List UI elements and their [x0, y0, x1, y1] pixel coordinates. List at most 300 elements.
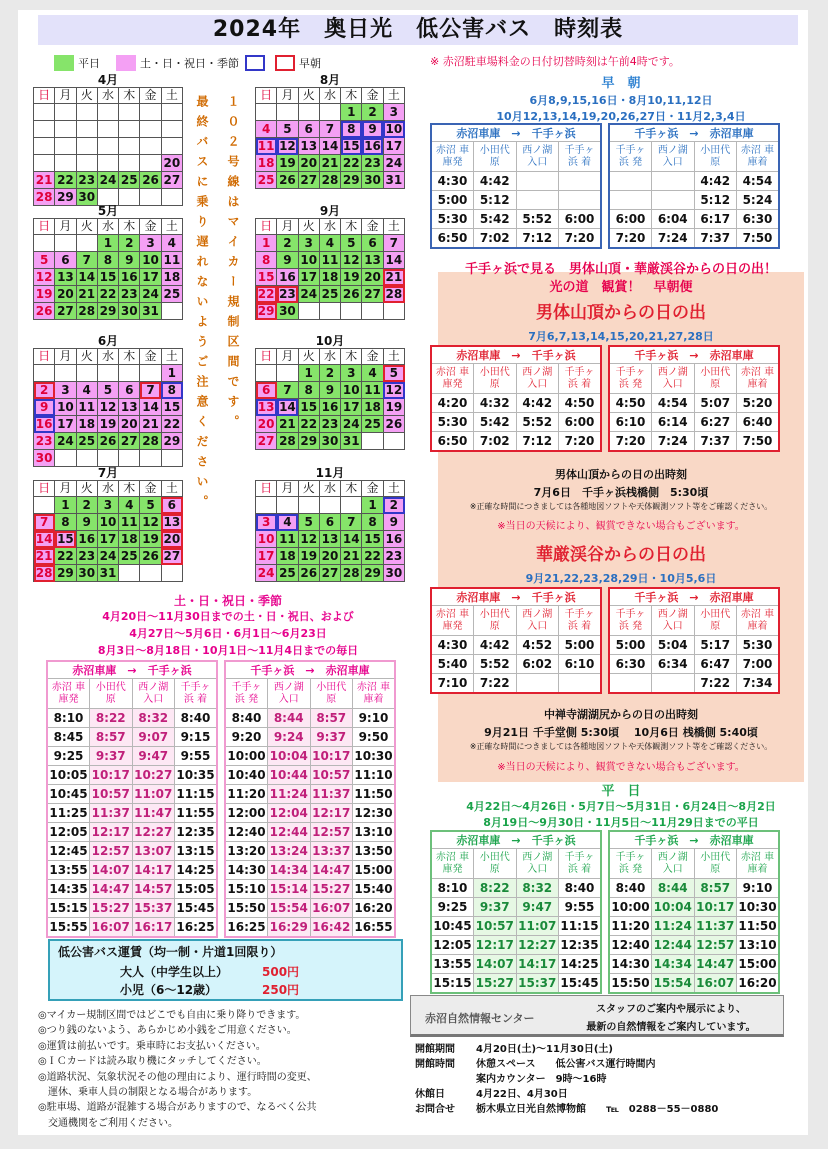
time-cell: 14:34 [268, 861, 311, 880]
calendar-day: 15 [256, 269, 277, 286]
calendar-day: 4 [161, 235, 182, 252]
time-cell [652, 172, 695, 191]
calendar-day: 16 [76, 531, 97, 548]
calendar-day: 26 [277, 172, 298, 189]
time-cell: 10:45 [47, 785, 90, 804]
time-cell: 5:00 [431, 191, 474, 210]
time-cell: 8:40 [225, 709, 268, 728]
legend-holiday: 土・日・祝日・季節 [140, 57, 239, 70]
calendar-day: 30 [362, 172, 383, 189]
calendar-day: 17 [55, 416, 76, 433]
calendar-day [319, 497, 340, 514]
calendar-day: 4 [76, 382, 97, 399]
time-cell: 15:27 [310, 880, 353, 899]
weekday-header: 月 [277, 219, 298, 235]
info-label: 休館日 [415, 1089, 445, 1100]
time-cell: 13:20 [225, 842, 268, 861]
calendar-day: 13 [362, 252, 383, 269]
time-cell: 9:20 [225, 728, 268, 747]
calendar-day: 28 [34, 189, 55, 206]
weekday-header: 月 [55, 349, 76, 365]
note-line: ◎つり銭のないよう、あらかじめ小銭をご用意ください。 [38, 1025, 297, 1037]
time-cell: 9:10 [737, 879, 780, 898]
calendar-day: 22 [55, 548, 76, 565]
time-cell: 10:44 [268, 766, 311, 785]
calendar-day: 27 [319, 565, 340, 582]
time-cell: 4:32 [474, 394, 517, 413]
time-cell: 12:17 [310, 804, 353, 823]
time-cell: 10:27 [132, 766, 175, 785]
weekday-header: 土 [383, 219, 404, 235]
early-table-2 [608, 123, 780, 249]
calendar-day: 15 [97, 269, 118, 286]
calendar-day: 30 [119, 303, 140, 320]
weekday-header: 日 [256, 349, 277, 365]
weekday-header: 月 [55, 88, 76, 104]
calendar-day: 6 [256, 382, 277, 399]
time-cell: 8:22 [90, 709, 133, 728]
calendar-day: 19 [341, 269, 362, 286]
time-cell [652, 191, 695, 210]
info-desc-2: 最新の自然情報をご案内しています。 [586, 1022, 756, 1033]
weekday-header: 水 [97, 481, 118, 497]
time-cell: 10:57 [474, 917, 517, 936]
calendar-day: 26 [140, 172, 161, 189]
vertical-note-last-bus: 最終バスに乗り遅れないようご注意ください。 [195, 95, 209, 515]
calendar-day: 15 [55, 531, 76, 548]
time-cell: 9:50 [353, 728, 396, 747]
calendar-day: 15 [362, 531, 383, 548]
time-cell: 6:04 [652, 210, 695, 229]
calendar-day [97, 138, 118, 155]
time-cell: 8:10 [47, 709, 90, 728]
time-cell: 6:50 [431, 432, 474, 451]
stop-header: 赤沼 車庫発 [431, 142, 474, 172]
weekday-header: 木 [341, 349, 362, 365]
stop-header: 千手ヶ 浜 着 [559, 849, 602, 879]
calendar-day: 15 [341, 138, 362, 155]
time-cell: 16:42 [310, 918, 353, 937]
calendar-day: 21 [76, 286, 97, 303]
calendar-day: 31 [140, 303, 161, 320]
calendar-day [140, 365, 161, 382]
time-cell: 14:07 [90, 861, 133, 880]
calendar-day: 4 [319, 235, 340, 252]
calendar-day: 20 [55, 286, 76, 303]
calendar-day: 16 [362, 138, 383, 155]
time-cell: 12:57 [90, 842, 133, 861]
calendar-day: 9 [277, 252, 298, 269]
calendar-day [362, 433, 383, 450]
time-cell: 11:20 [609, 917, 652, 936]
calendar-day: 22 [341, 155, 362, 172]
calendar-day: 29 [55, 565, 76, 582]
stop-header: 西ノ湖 入口 [652, 849, 695, 879]
time-cell: 8:32 [132, 709, 175, 728]
stop-header: 赤沼 車庫着 [737, 606, 780, 636]
kegon-note-1: ※正確な時間につきましては各種地図ソフトや天体観測ソフト等をご確認ください。 [469, 742, 773, 751]
weekday-header: 火 [298, 88, 319, 104]
weekday-header: 木 [119, 88, 140, 104]
time-cell: 14:34 [652, 955, 695, 974]
time-cell [652, 674, 695, 693]
time-cell: 14:47 [694, 955, 737, 974]
time-cell: 16:07 [310, 899, 353, 918]
time-cell: 11:10 [353, 766, 396, 785]
time-cell [559, 674, 602, 693]
time-cell: 5:52 [516, 210, 559, 229]
calendar-day: 5 [97, 382, 118, 399]
weekday-header: 日 [34, 219, 55, 235]
calendar-day [383, 433, 404, 450]
weekday-header: 土 [161, 219, 182, 235]
time-cell: 7:50 [737, 229, 780, 248]
fare-adult-price: 500円 [262, 965, 300, 979]
time-cell: 8:10 [431, 879, 474, 898]
calendar-day: 19 [298, 548, 319, 565]
info-center-name: 赤沼自然情報センター [425, 1012, 535, 1025]
time-cell: 14:25 [559, 955, 602, 974]
calendar-day [119, 189, 140, 206]
weekday-header: 金 [140, 219, 161, 235]
time-cell: 4:50 [559, 394, 602, 413]
fare-adult: 大人（中学生以上） [120, 965, 229, 979]
weekday-header: 土 [383, 88, 404, 104]
stop-header: 千手ヶ 浜 着 [175, 679, 218, 709]
time-cell: 10:17 [90, 766, 133, 785]
calendar-day: 13 [161, 514, 182, 531]
calendar-day: 23 [76, 548, 97, 565]
direction-header: 赤沼車庫 → 千手ヶ浜 [431, 124, 601, 142]
time-cell: 6:27 [694, 413, 737, 432]
time-cell: 7:20 [559, 432, 602, 451]
calendar-month: 4月 [97, 73, 119, 87]
calendar-day: 27 [161, 172, 182, 189]
calendar-day [140, 189, 161, 206]
legend-early-blue-swatch [245, 55, 265, 71]
calendar-day: 12 [341, 252, 362, 269]
time-cell: 14:35 [47, 880, 90, 899]
calendar-day [140, 121, 161, 138]
calendar-day: 10 [256, 531, 277, 548]
info-desc-1: スタッフのご案内や展示により、 [596, 1004, 746, 1015]
holiday-line-2: 4月27日～5月6日・6月1日～6月23日 [129, 627, 327, 640]
calendar-day: 23 [362, 155, 383, 172]
weekday-header: 金 [362, 481, 383, 497]
time-cell: 7:24 [652, 432, 695, 451]
calendar-day [161, 104, 182, 121]
calendar-day: 20 [119, 416, 140, 433]
calendar-day: 18 [119, 531, 140, 548]
weekday-header: 火 [76, 349, 97, 365]
calendar-day: 13 [55, 269, 76, 286]
time-cell: 11:15 [559, 917, 602, 936]
time-cell: 7:37 [694, 432, 737, 451]
nantai-note-2: ※当日の天候により、観賞できない場合もございます。 [497, 521, 745, 532]
weekday-header: 水 [97, 88, 118, 104]
nantai-sunrise: 7月6日 千手ヶ浜桟橋側 5:30頃 [533, 486, 709, 499]
calendar-day [119, 365, 140, 382]
calendar-day: 23 [383, 548, 404, 565]
time-cell: 11:20 [225, 785, 268, 804]
time-cell: 7:20 [559, 229, 602, 248]
time-cell: 15:00 [353, 861, 396, 880]
time-cell: 12:57 [310, 823, 353, 842]
calendar-day: 1 [256, 235, 277, 252]
calendar-day: 8 [341, 121, 362, 138]
calendar-day: 14 [76, 269, 97, 286]
calendar-day [97, 155, 118, 172]
time-cell: 16:07 [694, 974, 737, 993]
time-cell: 10:05 [47, 766, 90, 785]
calendar-day: 2 [362, 104, 383, 121]
nantai-table-2 [608, 345, 780, 452]
calendar-day: 3 [140, 235, 161, 252]
time-cell: 9:55 [559, 898, 602, 917]
time-cell: 12:30 [353, 804, 396, 823]
time-cell: 5:40 [431, 655, 474, 674]
time-cell: 6:47 [694, 655, 737, 674]
calendar-day [277, 104, 298, 121]
time-cell: 7:12 [516, 432, 559, 451]
calendar-day: 20 [298, 155, 319, 172]
calendar-day [76, 155, 97, 172]
time-cell: 10:57 [90, 785, 133, 804]
weekday-header: 水 [319, 219, 340, 235]
calendar-day: 15 [298, 399, 319, 416]
stop-header: 赤沼 車庫着 [737, 849, 780, 879]
calendar-day: 7 [383, 235, 404, 252]
calendar-day: 25 [76, 433, 97, 450]
weekday-header: 水 [97, 349, 118, 365]
calendar-day: 9 [319, 382, 340, 399]
calendar-day [341, 303, 362, 320]
calendar-day [119, 155, 140, 172]
calendar-day: 24 [256, 565, 277, 582]
calendar-day: 2 [76, 497, 97, 514]
calendar-day: 29 [341, 172, 362, 189]
calendar-day: 26 [298, 565, 319, 582]
calendar-day: 2 [319, 365, 340, 382]
time-cell: 4:42 [516, 394, 559, 413]
time-cell: 8:44 [652, 879, 695, 898]
time-cell: 4:50 [609, 394, 652, 413]
calendar-day: 21 [383, 269, 404, 286]
time-cell: 12:44 [268, 823, 311, 842]
calendar-day: 29 [55, 189, 76, 206]
holiday-title: 土・日・祝日・季節 [173, 594, 282, 608]
weekday-header: 水 [319, 349, 340, 365]
time-cell: 6:17 [694, 210, 737, 229]
stop-header: 赤沼 車庫発 [431, 849, 474, 879]
time-cell: 6:00 [559, 210, 602, 229]
calendar-day: 23 [119, 286, 140, 303]
time-cell: 9:10 [353, 709, 396, 728]
weekday-header: 水 [319, 88, 340, 104]
info-center-box [410, 995, 784, 1037]
kegon-note-2: ※当日の天候により、観賞できない場合もございます。 [497, 762, 745, 773]
kegon-title: 華厳渓谷からの日の出 [536, 545, 706, 565]
nantai-table-1 [430, 345, 602, 452]
calendar-day: 16 [34, 416, 55, 433]
calendar-day: 29 [362, 565, 383, 582]
time-cell: 9:07 [132, 728, 175, 747]
calendar-day: 16 [277, 269, 298, 286]
stop-header: 千手ヶ 浜 着 [559, 364, 602, 394]
note-line: ◎マイカー規制区間ではどこでも自由に乗り降りできます。 [38, 1010, 306, 1021]
calendar-day: 18 [256, 155, 277, 172]
stop-header: 小田代 原 [474, 606, 517, 636]
time-cell: 11:47 [132, 804, 175, 823]
weekday-header: 月 [55, 219, 76, 235]
calendar-day [140, 565, 161, 582]
weekday-header: 日 [256, 219, 277, 235]
calendar-day: 5 [341, 235, 362, 252]
info-value: 栃木県立日光自然博物館 ℡ 0288－55－0880 [476, 1104, 719, 1115]
calendar-day: 23 [277, 286, 298, 303]
weekday-header: 木 [341, 88, 362, 104]
time-cell: 5:24 [737, 191, 780, 210]
calendar-day: 8 [298, 382, 319, 399]
direction-header: 赤沼車庫 → 千手ヶ浜 [431, 831, 601, 849]
time-cell: 4:30 [431, 172, 474, 191]
calendar-day: 29 [161, 433, 182, 450]
calendar-day: 3 [55, 382, 76, 399]
calendar-day: 27 [119, 433, 140, 450]
time-cell: 10:04 [652, 898, 695, 917]
calendar-day: 18 [161, 269, 182, 286]
calendar-day: 18 [277, 548, 298, 565]
calendar-day: 26 [383, 416, 404, 433]
calendar-day: 31 [383, 172, 404, 189]
time-cell: 13:15 [175, 842, 218, 861]
nantai-dates: 7月6,7,13,14,15,20,21,27,28日 [528, 330, 714, 343]
stop-header: 赤沼 車庫着 [737, 364, 780, 394]
direction-header: 千手ヶ浜 → 赤沼車庫 [609, 831, 779, 849]
stop-header: 千手ヶ 浜 発 [609, 606, 652, 636]
stop-header: 西ノ湖 入口 [516, 849, 559, 879]
calendar-day: 26 [140, 548, 161, 565]
time-cell: 13:24 [268, 842, 311, 861]
calendar-day: 27 [256, 433, 277, 450]
early-table-1 [430, 123, 602, 249]
time-cell: 7:22 [694, 674, 737, 693]
calendar-day: 3 [97, 497, 118, 514]
weekday-header: 火 [76, 88, 97, 104]
calendar-nov [255, 466, 405, 582]
time-cell: 15:27 [90, 899, 133, 918]
calendar-day [256, 104, 277, 121]
calendar-day: 22 [161, 416, 182, 433]
time-cell: 9:55 [175, 747, 218, 766]
calendar-day: 5 [383, 365, 404, 382]
time-cell: 14:47 [310, 861, 353, 880]
weekday-header: 火 [76, 219, 97, 235]
note-line: ◎運賃は前払いです。乗車時にお支払いください。 [38, 1040, 266, 1052]
parking-notice: ※ 赤沼駐車場料金の日付切替時刻は午前4時です。 [430, 55, 680, 68]
early-dates-2: 10月12,13,14,19,20,26,27日・11月2,3,4日 [496, 110, 746, 123]
time-cell: 7:10 [431, 674, 474, 693]
time-cell: 14:17 [516, 955, 559, 974]
weekday-header: 水 [319, 481, 340, 497]
calendar-day: 5 [277, 121, 298, 138]
calendar-day [34, 104, 55, 121]
calendar-day: 27 [161, 548, 182, 565]
early-title: 早 朝 [601, 76, 641, 91]
time-cell: 15:45 [559, 974, 602, 993]
calendar-day: 25 [277, 565, 298, 582]
time-cell: 11:55 [175, 804, 218, 823]
nantai-title: 男体山頂からの日の出 [536, 303, 706, 323]
legend-early-red-swatch [275, 55, 295, 71]
time-cell: 10:45 [431, 917, 474, 936]
stop-header: 千手ヶ 浜 発 [609, 364, 652, 394]
calendar-day [362, 303, 383, 320]
calendar-day: 7 [319, 121, 340, 138]
time-cell: 13:55 [431, 955, 474, 974]
calendar-day: 10 [97, 514, 118, 531]
time-cell: 4:54 [652, 394, 695, 413]
time-cell: 12:35 [559, 936, 602, 955]
time-cell: 10:17 [310, 747, 353, 766]
calendar-day: 27 [298, 172, 319, 189]
stop-header: 西ノ湖 入口 [652, 606, 695, 636]
calendar-month: 8月 [319, 73, 341, 87]
calendar-day: 20 [362, 269, 383, 286]
calendar-day: 7 [341, 514, 362, 531]
calendar-day [97, 365, 118, 382]
direction-header: 赤沼車庫 → 千手ヶ浜 [431, 346, 601, 364]
time-cell: 5:42 [474, 413, 517, 432]
time-cell: 7:20 [609, 432, 652, 451]
weekday-table-2 [608, 830, 780, 994]
calendar-day: 7 [140, 382, 161, 399]
time-cell: 8:45 [47, 728, 90, 747]
time-cell: 12:17 [474, 936, 517, 955]
stop-header: 小田代 原 [474, 849, 517, 879]
time-cell: 7:24 [652, 229, 695, 248]
stop-header: 赤沼 車庫着 [737, 142, 780, 172]
calendar-day [277, 497, 298, 514]
stop-header: 千手ヶ 浜 発 [225, 679, 268, 709]
time-cell: 15:10 [225, 880, 268, 899]
stop-header: 西ノ湖 入口 [268, 679, 311, 709]
weekday-header: 月 [55, 481, 76, 497]
time-cell: 16:55 [353, 918, 396, 937]
time-cell: 16:25 [175, 918, 218, 937]
calendar-day: 8 [55, 514, 76, 531]
calendar-day: 6 [119, 382, 140, 399]
time-cell: 12:57 [694, 936, 737, 955]
calendar-day: 26 [341, 286, 362, 303]
weekday-header: 火 [298, 349, 319, 365]
time-cell: 5:52 [474, 655, 517, 674]
stop-header: 赤沼 車庫発 [431, 606, 474, 636]
time-cell: 4:42 [694, 172, 737, 191]
time-cell: 16:07 [90, 918, 133, 937]
stop-header: 小田代 原 [694, 364, 737, 394]
calendar-day: 25 [119, 548, 140, 565]
time-cell: 15:50 [609, 974, 652, 993]
calendar-day [97, 104, 118, 121]
info-label: 開館期間 [415, 1044, 455, 1055]
calendar-day: 9 [119, 252, 140, 269]
calendar-day [119, 104, 140, 121]
time-cell: 12:27 [132, 823, 175, 842]
time-cell: 16:20 [353, 899, 396, 918]
time-cell: 11:37 [694, 917, 737, 936]
stop-header: 千手ヶ 浜 着 [559, 142, 602, 172]
